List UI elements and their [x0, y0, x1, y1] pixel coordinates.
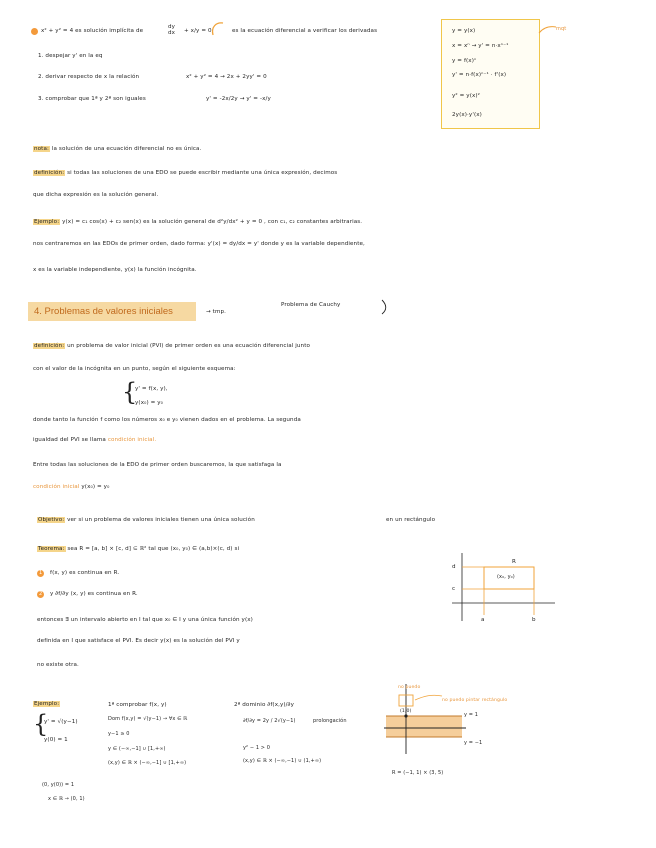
implicit-solution-line	[41, 28, 143, 35]
formula-line: y' = n·f(x)ⁿ⁻¹ · f'(x)	[452, 72, 507, 78]
pvi-line-4a: igualdad del PVI se llama	[33, 437, 106, 443]
formula-line: y² = y(x)²	[452, 93, 481, 99]
section-arrow-note: → tmp.	[206, 309, 227, 315]
graph2-point: (1,0)	[400, 709, 412, 714]
pvi-def-line-1	[33, 343, 310, 350]
example-bottom-1: (0, y(0)) = 1	[42, 782, 75, 788]
line1-a: x² + y² = 4 es solución implícita de	[41, 28, 144, 34]
pvi-line-5: Entre todas las soluciones de la EDO de primer orden buscaremos, la que satisfaga la	[33, 462, 282, 468]
step-3-equation: y' = -2x/2y → y' = -x/y	[206, 96, 271, 102]
step-1: 1. despejar y' en la eq	[38, 53, 103, 59]
step-2-equation: x² + y² = 4 → 2x + 2yy' = 0	[186, 74, 267, 80]
col1-line-3: y ∈ (−∞,−1] ∪ [1,+∞)	[108, 746, 166, 752]
col1-line-4: (x,y) ∈ ℝ × (−∞,−1] ∪ [1,+∞)	[108, 760, 187, 766]
formula-box	[441, 19, 540, 129]
teorema-line	[37, 546, 239, 553]
condition-1-number: 1	[39, 570, 43, 576]
def-text: si todas las soluciones de una EDO se puede escribir mediante una única expresión, decimos	[67, 170, 338, 176]
ejemplo-label: Ejemplo:	[34, 219, 60, 225]
nota-label: nota:	[34, 146, 49, 152]
example-label: Ejemplo:	[34, 701, 60, 707]
example-graph	[382, 682, 472, 762]
step-2: 2. derivar respecto de x la relación	[38, 74, 140, 80]
graph1-b: b	[532, 617, 536, 623]
ejemplo-line-2: nos centraremos en las EDOs de primer orden, dado forma: y'(x) = dy/dx = y' donde y es la variable dependiente,	[33, 241, 365, 247]
example-system-2: y(0) = 1	[44, 737, 68, 743]
box-pointer-icon	[538, 24, 558, 34]
graph2-y1: y = 1	[464, 712, 479, 718]
pvi-def-text: un problema de valor inicial (PVI) de primer orden es una ecuación diferencial junto	[67, 343, 311, 349]
shaded-band	[386, 716, 462, 737]
col2-line-1: ∂f/∂y = 2y / 2√(y−1)	[243, 718, 296, 724]
system-brace: {	[122, 378, 138, 406]
hand-arc-icon	[210, 21, 230, 37]
line1-c: es la ecuación diferencial a verificar los derivadas	[232, 28, 378, 34]
condicion-inicial-term: condición inicial.	[107, 437, 157, 443]
graph2-rect-label: R = (−1, 1) × (3, 5)	[392, 770, 444, 776]
formula-line: y = y(x)	[452, 28, 476, 34]
entonces-line-2: definida en I que satisface el PVI. Es decir y(x) es la solución del PVI y	[37, 638, 240, 644]
ejemplo-line-3: x es la variable independiente, y(x) la función incógnita.	[33, 267, 197, 273]
cauchy-paren-icon	[380, 298, 388, 316]
cauchy-label: Problema de Cauchy	[281, 302, 341, 308]
def-line-1	[33, 170, 337, 177]
pvi-system-1: y' = f(x, y),	[135, 386, 168, 392]
nota-text: la solución de una ecuación diferencial no es única.	[51, 146, 202, 152]
section-title: 4. Problemas de valores iniciales	[34, 306, 173, 317]
condicion-inicial-term-2: condición inicial	[33, 484, 80, 490]
bullet-dot	[31, 28, 38, 35]
graph2-note-1: no puedo	[398, 685, 421, 690]
pvi-line-4	[33, 437, 156, 444]
col1-line-2: y−1 ≥ 0	[108, 731, 130, 737]
col2-title: 2ª dominio ∂f(x,y)/∂y	[234, 702, 295, 708]
graph2-note-2: no puedo pintar rectángulo	[442, 698, 508, 703]
line1-b: + x/y = 0	[184, 28, 212, 34]
nota-line	[33, 146, 201, 153]
def-label: definición:	[34, 170, 65, 176]
condition-2-number: 2	[39, 591, 43, 597]
entonces-line-3: no existe otra.	[37, 662, 79, 668]
objetivo-line	[37, 517, 255, 524]
col2-line-2: y² − 1 > 0	[243, 745, 271, 751]
step-3: 3. comprobar que 1ª y 2ª son iguales	[38, 96, 146, 102]
objetivo-label: Objetivo:	[38, 517, 65, 523]
pvi-system-2: y(x₀) = y₀	[135, 400, 164, 406]
line1-frac: dy dx	[168, 24, 176, 36]
example-brace: {	[33, 710, 49, 738]
col1-title: 1ª comprobar f(x, y)	[108, 702, 167, 708]
ejemplo-line-1	[33, 219, 362, 226]
condition-1: f(x, y) es continua en R.	[50, 570, 120, 576]
condition-2: y ∂f/∂y (x, y) es continua en R.	[50, 591, 138, 597]
objetivo-text: ver si un problema de valores iniciales tienen una única solución	[67, 517, 255, 523]
col1-line-1: Dom f(x,y) = √(y−1) → ∀x ∈ ℝ	[108, 716, 188, 722]
col2-note: prolongación	[313, 718, 347, 724]
section-title-bar	[28, 302, 196, 321]
ejemplo-text: y(x) = c₁ cos(x) + c₂ sen(x) es la solución general de d²y/dx² + y = 0 , con c₁, c₂ constantes arbitrarias.	[62, 219, 363, 225]
example-system-1: y' = √(y−1)	[44, 719, 78, 725]
graph1-d: d	[452, 564, 456, 570]
entonces-line-1: entonces ∃ un intervalo abierto en I tal que x₀ ∈ I y una única función y(x)	[37, 617, 253, 623]
teorema-text: sea R = [a, b] × [c, d] ⊆ ℝ² tal que (x₀, y₀) ∈ (a,b)×(c, d) si	[67, 546, 240, 552]
formula-line: 2y(x)·y'(x)	[452, 112, 482, 118]
graph1-r: R	[512, 559, 516, 565]
pvi-line-6	[33, 484, 109, 491]
pvi-def-line-2: con el valor de la incógnita en un punto, según el siguiente esquema:	[33, 366, 236, 372]
pvi-line-6b: y(x₀) = y₀	[81, 484, 110, 490]
example-bottom-2: x ∈ ℝ → (0, 1)	[48, 796, 85, 802]
def-line-2: que dicha expresión es la solución general.	[33, 192, 159, 198]
pvi-def-label: definición:	[34, 343, 65, 349]
teorema-label: Teorema:	[38, 546, 65, 552]
graph1-c: c	[452, 586, 456, 592]
formula-line: y = f(x)ⁿ	[452, 58, 477, 64]
graph2-ym1: y = −1	[464, 740, 483, 746]
pvi-line-3: donde tanto la función f como los números x₀ e y₀ vienen dados en el problema. La segunda	[33, 417, 301, 423]
formula-line: x = xⁿ → y' = n·xⁿ⁻¹	[452, 43, 509, 49]
objetivo-note: en un rectángulo	[386, 517, 436, 523]
formula-box-tag: mqt	[556, 26, 567, 32]
graph1-a: a	[481, 617, 485, 623]
graph1-point: (x₀, y₀)	[497, 574, 515, 580]
col2-line-3: (x,y) ∈ ℝ × (−∞,−1) ∪ (1,+∞)	[243, 758, 322, 764]
rectangle-graph	[450, 551, 560, 626]
